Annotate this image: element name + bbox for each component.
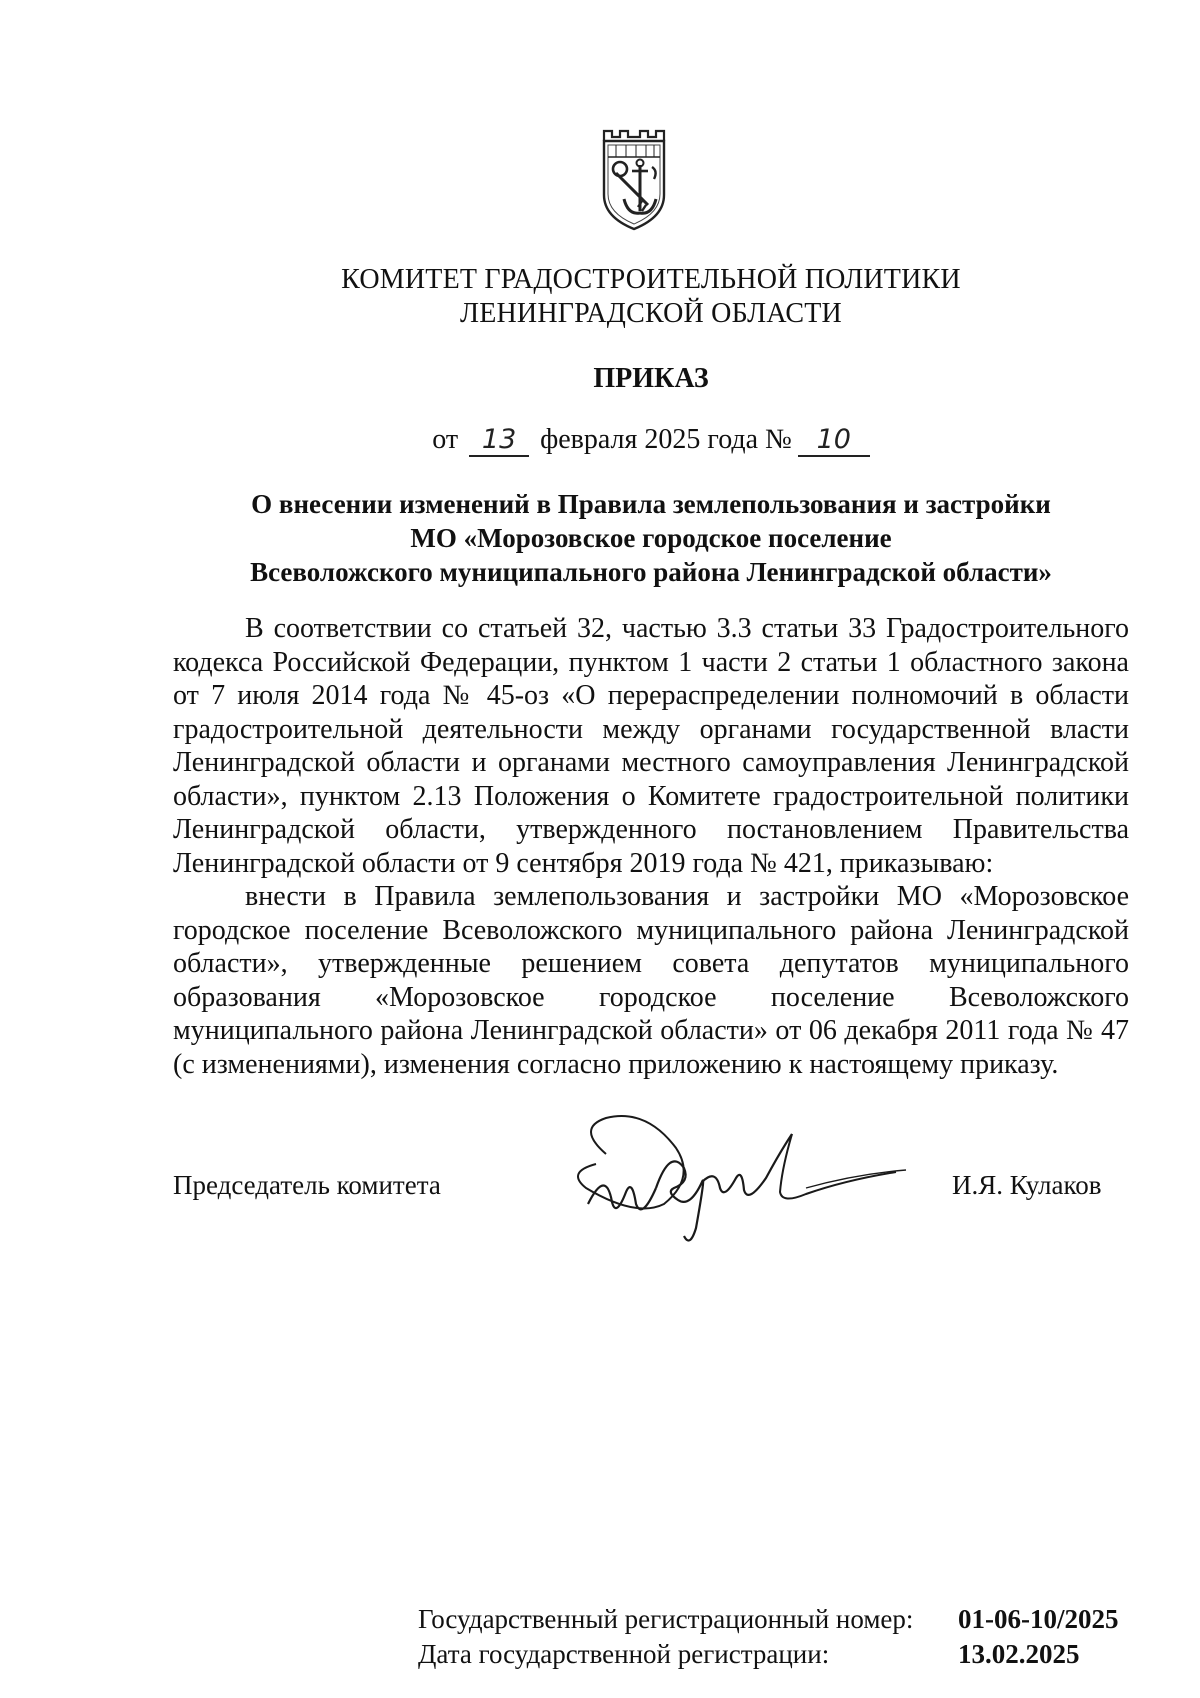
signer-position: Председатель комитета (173, 1170, 441, 1200)
document-type: ПРИКАЗ (593, 363, 709, 394)
order-day: 13 (469, 425, 529, 457)
subject-line-2: МО «Морозовское городское поселение (410, 523, 892, 553)
body-paragraph-2: внести в Правила землепользования и застройки МО «Морозовское городское поселение Всеволожского муниципального района Ленинградской области», утвержденные решением совета депутатов муниципального образования «Морозовское городское поселение Всеволожского муниципального района Ленинградской области» от 06 декабря 2011 года № 47 (с изменениями), изменения согласно приложению к настоящему приказу. (173, 881, 1129, 1080)
coat-of-arms-icon (598, 125, 670, 233)
order-body (173, 612, 1129, 1081)
registration-date-value: 13.02.2025 (958, 1639, 1080, 1669)
signer-name: И.Я. Кулаков (952, 1170, 1102, 1200)
registration-date-label: Дата государственной регистрации: (418, 1639, 830, 1669)
registration-number-label: Государственный регистрационный номер: (418, 1604, 914, 1634)
subject-line-3: Всеволожского муниципального района Ленинградской области» (250, 557, 1052, 587)
registration-number-value: 01-06-10/2025 (958, 1604, 1119, 1634)
committee-name (100, 263, 1200, 331)
order-number: 10 (798, 425, 870, 457)
committee-line-1: КОМИТЕТ ГРАДОСТРОИТЕЛЬНОЙ ПОЛИТИКИ (341, 264, 961, 295)
order-subject (100, 487, 1200, 589)
committee-line-2: ЛЕНИНГРАДСКОЙ ОБЛАСТИ (460, 298, 842, 329)
registration-number-row (418, 1602, 1118, 1637)
body-paragraph-1: В соответствии со статьей 32, частью 3.3 статьи 33 Градостроительного кодекса Российской Федерации, пунктом 1 части 2 статьи 1 областного закона от 7 июля 2014 года № 45-оз «О перераспределении полномочий в области градостроительной деятельности между органами государственной власти Ленинградской области и органами местного самоуправления Ленинградской области», пунктом 2.13 Положения о Комитете градостроительной политики Ленинградской области, утвержденного постановлением Правительства Ленинградской области от 9 сентября 2019 года № 421, приказываю: (173, 613, 1129, 879)
registration-block (418, 1602, 1118, 1672)
order-dateline (100, 420, 1200, 460)
registration-date-row (418, 1637, 1118, 1672)
handwritten-signature (566, 1108, 926, 1248)
dateline-middle: февраля 2025 года № (540, 424, 792, 455)
dateline-prefix: от (432, 424, 459, 455)
subject-line-1: О внесении изменений в Правила землепользования и застройки (251, 489, 1051, 519)
